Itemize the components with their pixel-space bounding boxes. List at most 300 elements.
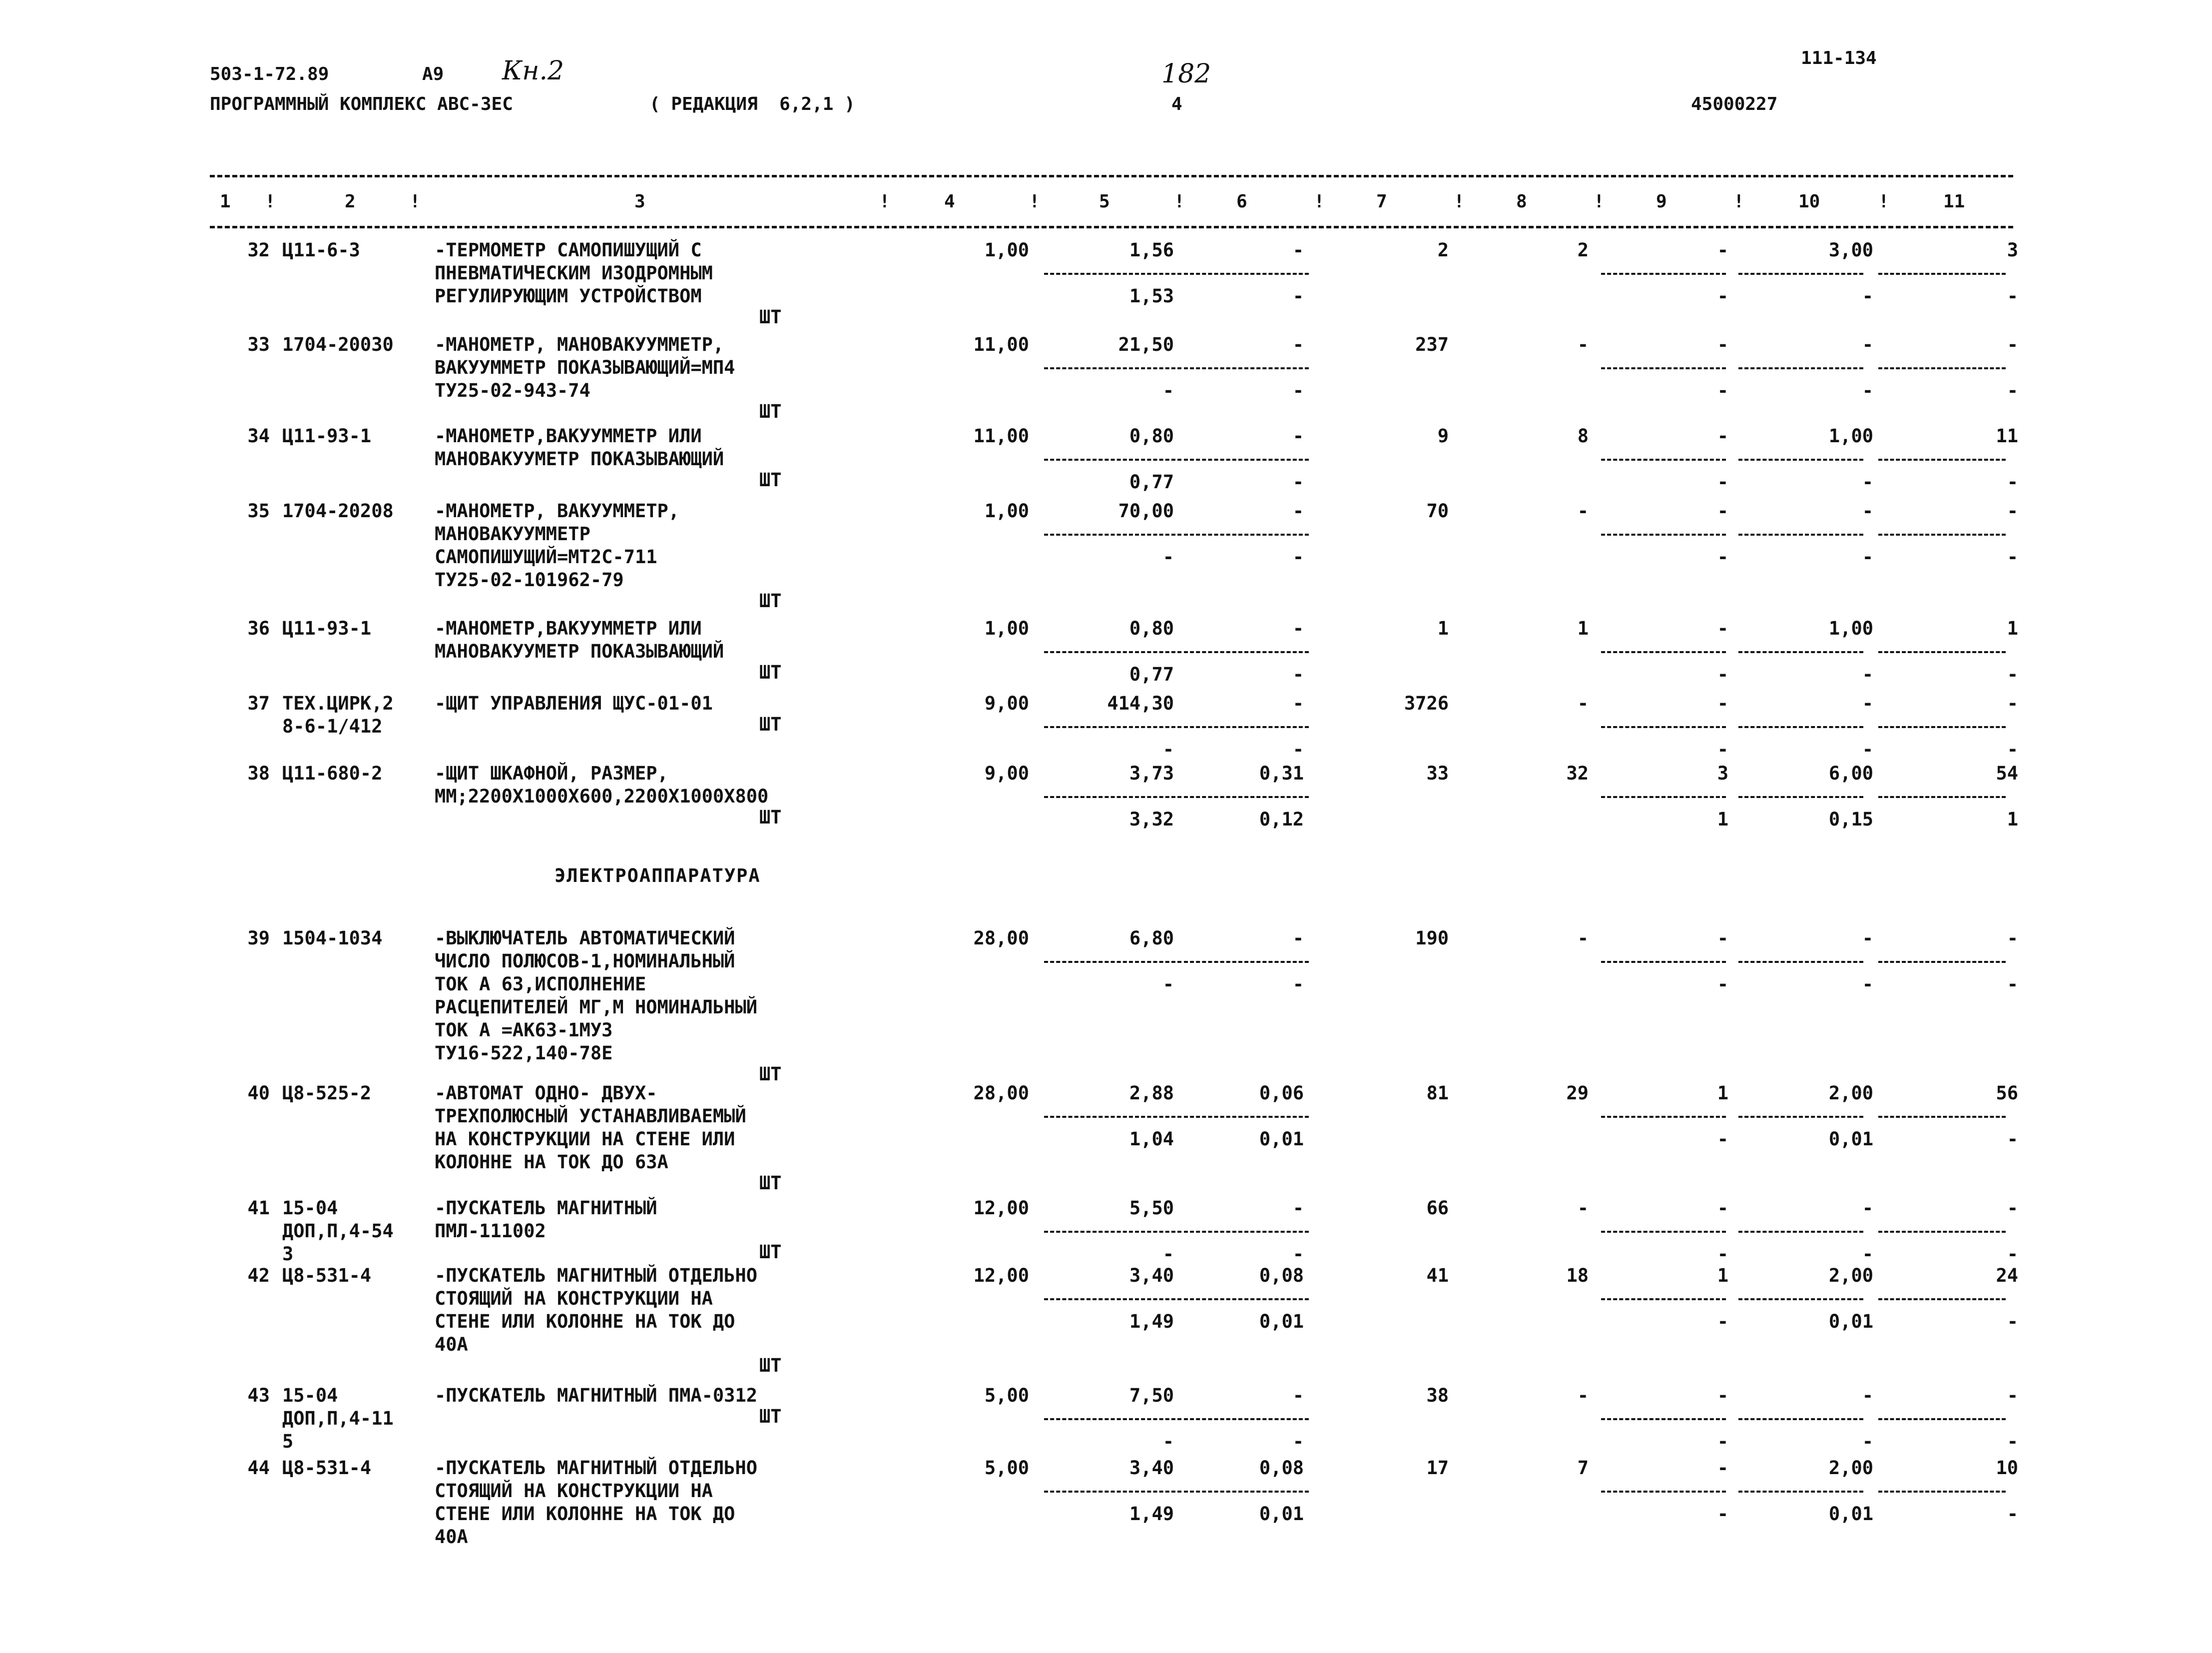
cell-c6-secondary: 0,12 xyxy=(1259,809,1304,830)
cell-c11-secondary: - xyxy=(2007,380,2018,401)
cell-c5-secondary: 3,32 xyxy=(1129,809,1174,830)
cell-c9-secondary: - xyxy=(1717,973,1728,995)
unit-label: ШТ xyxy=(759,714,782,735)
value-divider xyxy=(1044,796,1181,798)
row-description: СТЕНЕ ИЛИ КОЛОННЕ НА ТОК ДО xyxy=(435,1311,735,1332)
cell-c6: 0,08 xyxy=(1259,1457,1304,1479)
cell-c6-secondary: - xyxy=(1292,1431,1304,1452)
row-description: -ЩИТ ШКАФНОЙ, РАЗМЕР, xyxy=(435,763,668,784)
cell-c7: 17 xyxy=(1426,1457,1449,1479)
unit-label: ШТ xyxy=(759,1241,782,1263)
value-divider xyxy=(1601,1491,1726,1493)
cell-c5-secondary: - xyxy=(1162,380,1174,401)
page-number-handwritten: 182 xyxy=(1161,59,1211,89)
column-separator: ! xyxy=(1594,191,1605,212)
row-number: 35 xyxy=(247,500,270,522)
row-number: 42 xyxy=(247,1265,270,1286)
value-divider xyxy=(1878,367,2006,369)
row-description: 40А xyxy=(435,1334,468,1355)
cell-c10: 3,00 xyxy=(1828,239,1873,261)
cell-c9: - xyxy=(1717,500,1728,522)
cell-c5: 7,50 xyxy=(1129,1385,1174,1406)
value-divider xyxy=(1184,1116,1309,1118)
value-divider xyxy=(1878,651,2006,653)
column-header-9: 9 xyxy=(1656,191,1667,212)
row-code: 3 xyxy=(282,1243,294,1265)
sheet-code: 111-134 xyxy=(1801,48,1877,68)
cell-c11: 56 xyxy=(1996,1082,2018,1104)
value-divider xyxy=(1738,961,1863,963)
cell-c5-secondary: 1,04 xyxy=(1129,1128,1174,1150)
row-description: НА КОНСТРУКЦИИ НА СТЕНЕ ИЛИ xyxy=(435,1128,735,1150)
cell-c5: 0,80 xyxy=(1129,425,1174,447)
cell-c6: - xyxy=(1292,1197,1304,1219)
value-divider xyxy=(1601,367,1726,369)
column-header-8: 8 xyxy=(1516,191,1527,212)
cell-c6: - xyxy=(1292,239,1304,261)
row-description: 40А xyxy=(435,1526,468,1548)
row-code: Ц11-93-1 xyxy=(282,425,372,447)
value-divider xyxy=(1044,726,1181,728)
cell-c11: - xyxy=(2007,693,2018,714)
cell-c7: 1 xyxy=(1437,618,1449,639)
row-description: СТОЯЩИЙ НА КОНСТРУКЦИИ НА xyxy=(435,1480,713,1502)
edition: ( РЕДАКЦИЯ 6,2,1 ) xyxy=(649,94,855,114)
value-divider xyxy=(1738,1418,1863,1420)
cell-c8: 18 xyxy=(1566,1265,1589,1286)
cell-c5: 5,50 xyxy=(1129,1197,1174,1219)
value-divider xyxy=(1601,726,1726,728)
cell-c11: - xyxy=(2007,500,2018,522)
cell-c5: 3,40 xyxy=(1129,1457,1174,1479)
cell-c6: - xyxy=(1292,693,1304,714)
value-divider xyxy=(1044,459,1181,461)
value-divider xyxy=(1044,534,1181,536)
row-code: ДОП,П,4-11 xyxy=(282,1408,394,1429)
cell-c9-secondary: - xyxy=(1717,546,1728,568)
cell-c4: 12,00 xyxy=(973,1265,1029,1286)
column-separator: ! xyxy=(410,191,421,212)
cell-c8: - xyxy=(1577,1385,1589,1406)
row-code: Ц8-531-4 xyxy=(282,1457,372,1479)
cell-c11-secondary: - xyxy=(2007,285,2018,307)
cell-c4: 11,00 xyxy=(973,425,1029,447)
row-number: 43 xyxy=(247,1385,270,1406)
value-divider xyxy=(1601,273,1726,275)
cell-c5-secondary: 0,77 xyxy=(1129,471,1174,493)
row-description: РЕГУЛИРУЮЩИМ УСТРОЙСТВОМ xyxy=(435,285,702,307)
value-divider xyxy=(1044,273,1181,275)
cell-c10-secondary: - xyxy=(1862,1431,1873,1452)
value-divider xyxy=(1044,1231,1181,1233)
row-description: ТУ16-522,140-78Е xyxy=(435,1042,613,1064)
cell-c11: 10 xyxy=(1996,1457,2018,1479)
row-code: ТЕХ.ЦИРК,2 xyxy=(282,693,394,714)
value-divider xyxy=(1738,1116,1863,1118)
value-divider xyxy=(1878,459,2006,461)
row-description: ТОК А 63,ИСПОЛНЕНИЕ xyxy=(435,973,646,995)
cell-c6: - xyxy=(1292,334,1304,355)
value-divider xyxy=(1878,1491,2006,1493)
cell-c11-secondary: - xyxy=(2007,664,2018,685)
row-description: РАСЦЕПИТЕЛЕЙ МГ,М НОМИНАЛЬНЫЙ xyxy=(435,996,758,1018)
cell-c5: 6,80 xyxy=(1129,927,1174,949)
cell-c4: 12,00 xyxy=(973,1197,1029,1219)
row-description: ПМЛ-111002 xyxy=(435,1220,546,1242)
value-divider xyxy=(1044,1298,1181,1300)
cell-c10: - xyxy=(1862,500,1873,522)
row-description: -МАНОМЕТР, ВАКУУММЕТР, xyxy=(435,500,680,522)
unit-label: ШТ xyxy=(759,1406,782,1427)
cell-c6-secondary: 0,01 xyxy=(1259,1311,1304,1332)
column-header-7: 7 xyxy=(1376,191,1387,212)
cell-c9: - xyxy=(1717,927,1728,949)
cell-c8: - xyxy=(1577,1197,1589,1219)
value-divider xyxy=(1601,1116,1726,1118)
cell-c10-secondary: - xyxy=(1862,380,1873,401)
column-header-2: 2 xyxy=(345,191,356,212)
row-number: 44 xyxy=(247,1457,270,1479)
value-divider xyxy=(1601,651,1726,653)
cell-c11: - xyxy=(2007,1197,2018,1219)
cell-c4: 28,00 xyxy=(973,1082,1029,1104)
column-separator: ! xyxy=(265,191,276,212)
cell-c10-secondary: 0,15 xyxy=(1828,809,1873,830)
header-rule-bottom xyxy=(210,226,2013,228)
row-number: 33 xyxy=(247,334,270,355)
cell-c9-secondary: - xyxy=(1717,1128,1728,1150)
cell-c5-secondary: - xyxy=(1162,546,1174,568)
value-divider xyxy=(1184,459,1309,461)
cell-c10: 6,00 xyxy=(1828,763,1873,784)
unit-label: ШТ xyxy=(759,1063,782,1085)
cell-c10: - xyxy=(1862,693,1873,714)
row-description: -ВЫКЛЮЧАТЕЛЬ АВТОМАТИЧЕСКИЙ xyxy=(435,927,735,949)
cell-c8: - xyxy=(1577,693,1589,714)
column-header-10: 10 xyxy=(1798,191,1820,212)
cell-c6: - xyxy=(1292,927,1304,949)
cell-c6: - xyxy=(1292,618,1304,639)
cell-c10: - xyxy=(1862,927,1873,949)
row-code: Ц8-525-2 xyxy=(282,1082,372,1104)
cell-c9: - xyxy=(1717,425,1728,447)
value-divider xyxy=(1601,1418,1726,1420)
cell-c11: - xyxy=(2007,334,2018,355)
value-divider xyxy=(1044,1116,1181,1118)
value-divider xyxy=(1738,796,1863,798)
cell-c8: - xyxy=(1577,334,1589,355)
cell-c9: - xyxy=(1717,693,1728,714)
value-divider xyxy=(1878,273,2006,275)
value-divider xyxy=(1184,961,1309,963)
value-divider xyxy=(1601,961,1726,963)
cell-c9-secondary: - xyxy=(1717,471,1728,493)
column-separator: ! xyxy=(1029,191,1040,212)
value-divider xyxy=(1878,796,2006,798)
cell-c9: 3 xyxy=(1717,763,1728,784)
column-header-11: 11 xyxy=(1943,191,1965,212)
cell-c11-secondary: - xyxy=(2007,739,2018,760)
cell-c5-secondary: 1,49 xyxy=(1129,1503,1174,1525)
cell-c7: 9 xyxy=(1437,425,1449,447)
column-header-1: 1 xyxy=(220,191,231,212)
cell-c9-secondary: - xyxy=(1717,285,1728,307)
cell-c8: - xyxy=(1577,500,1589,522)
cell-c10-secondary: - xyxy=(1862,664,1873,685)
cell-c8: 8 xyxy=(1577,425,1589,447)
row-description: МАНОВАКУУМЕТР ПОКАЗЫВАЮЩИЙ xyxy=(435,641,724,662)
row-description: КОЛОННЕ НА ТОК ДО 63А xyxy=(435,1151,668,1173)
cell-c11-secondary: - xyxy=(2007,1431,2018,1452)
row-description: МАНОВАКУУММЕТР xyxy=(435,523,590,545)
cell-c5: 70,00 xyxy=(1118,500,1174,522)
cell-c6-secondary: - xyxy=(1292,471,1304,493)
cell-c5-secondary: 1,49 xyxy=(1129,1311,1174,1332)
cell-c4: 1,00 xyxy=(984,618,1029,639)
cell-c5-secondary: - xyxy=(1162,1431,1174,1452)
cell-c11-secondary: - xyxy=(2007,1503,2018,1525)
value-divider xyxy=(1184,534,1309,536)
value-divider xyxy=(1044,367,1181,369)
value-divider xyxy=(1878,1418,2006,1420)
cell-c11: 11 xyxy=(1996,425,2018,447)
doc-code: 503-1-72.89 xyxy=(210,64,329,84)
row-description: -ПУСКАТЕЛЬ МАГНИТНЫЙ ОТДЕЛЬНО xyxy=(435,1457,758,1479)
row-number: 39 xyxy=(247,927,270,949)
cell-c11-secondary: - xyxy=(2007,471,2018,493)
row-number: 38 xyxy=(247,763,270,784)
cell-c10: 2,00 xyxy=(1828,1457,1873,1479)
row-number: 32 xyxy=(247,239,270,261)
cell-c10-secondary: - xyxy=(1862,1243,1873,1265)
cell-c10-secondary: 0,01 xyxy=(1828,1503,1873,1525)
unit-label: ШТ xyxy=(759,469,782,491)
value-divider xyxy=(1184,1231,1309,1233)
cell-c9: - xyxy=(1717,1385,1728,1406)
row-description: СТОЯЩИЙ НА КОНСТРУКЦИИ НА xyxy=(435,1288,713,1309)
cell-c4: 1,00 xyxy=(984,239,1029,261)
cell-c6: - xyxy=(1292,500,1304,522)
row-description: -МАНОМЕТР,ВАКУУММЕТР ИЛИ xyxy=(435,425,702,447)
column-header-5: 5 xyxy=(1099,191,1110,212)
cell-c9-secondary: 1 xyxy=(1717,809,1728,830)
unit-label: ШТ xyxy=(759,401,782,422)
book-number-handwritten: Кн.2 xyxy=(502,56,564,86)
row-description: ТРЕХПОЛЮСНЫЙ УСТАНАВЛИВАЕМЫЙ xyxy=(435,1105,746,1127)
cell-c10: - xyxy=(1862,1385,1873,1406)
cell-c7: 2 xyxy=(1437,239,1449,261)
cell-c9-secondary: - xyxy=(1717,380,1728,401)
cell-c5-secondary: - xyxy=(1162,739,1174,760)
cell-c4: 28,00 xyxy=(973,927,1029,949)
unit-label: ШТ xyxy=(759,807,782,828)
value-divider xyxy=(1601,1298,1726,1300)
cell-c8: - xyxy=(1577,927,1589,949)
cell-c7: 33 xyxy=(1426,763,1449,784)
row-description: -ЩИТ УПРАВЛЕНИЯ ЩУС-01-01 xyxy=(435,693,713,714)
cell-c10-secondary: 0,01 xyxy=(1828,1128,1873,1150)
value-divider xyxy=(1044,1491,1181,1493)
row-description: ЧИСЛО ПОЛЮСОВ-1,НОМИНАЛЬНЫЙ xyxy=(435,950,735,972)
cell-c11-secondary: - xyxy=(2007,1243,2018,1265)
column-separator: ! xyxy=(1878,191,1889,212)
value-divider xyxy=(1878,534,2006,536)
cell-c9: - xyxy=(1717,1197,1728,1219)
cell-c8: 1 xyxy=(1577,618,1589,639)
row-description: ТОК А =АК63-1МУ3 xyxy=(435,1019,613,1041)
row-description: ММ;2200X1000X600,2200X1000X800 xyxy=(435,786,769,807)
cell-c10-secondary: - xyxy=(1862,285,1873,307)
cell-c11: - xyxy=(2007,1385,2018,1406)
cell-c7: 3726 xyxy=(1404,693,1449,714)
cell-c4: 9,00 xyxy=(984,763,1029,784)
row-number: 34 xyxy=(247,425,270,447)
value-divider xyxy=(1738,651,1863,653)
row-description: СТЕНЕ ИЛИ КОЛОННЕ НА ТОК ДО xyxy=(435,1503,735,1525)
cell-c11: 54 xyxy=(1996,763,2018,784)
value-divider xyxy=(1601,1231,1726,1233)
column-separator: ! xyxy=(1454,191,1465,212)
row-description: -МАНОМЕТР,ВАКУУММЕТР ИЛИ xyxy=(435,618,702,639)
cell-c6-secondary: 0,01 xyxy=(1259,1128,1304,1150)
cell-c7: 190 xyxy=(1415,927,1449,949)
cell-c9-secondary: - xyxy=(1717,1431,1728,1452)
section-title: ЭЛЕКТРОАППАРАТУРА xyxy=(554,865,761,886)
cell-c5: 0,80 xyxy=(1129,618,1174,639)
cell-c11: 1 xyxy=(2007,618,2018,639)
cell-c11-secondary: - xyxy=(2007,546,2018,568)
row-code: 15-04 xyxy=(282,1385,338,1406)
cell-c9-secondary: - xyxy=(1717,739,1728,760)
value-divider xyxy=(1601,796,1726,798)
column-header-3: 3 xyxy=(634,191,645,212)
cell-c11-secondary: - xyxy=(2007,973,2018,995)
row-code: 1704-20208 xyxy=(282,500,394,522)
cell-c10-secondary: - xyxy=(1862,471,1873,493)
row-description: ТУ25-02-943-74 xyxy=(435,380,590,401)
cell-c10: 1,00 xyxy=(1828,618,1873,639)
cell-c6-secondary: 0,01 xyxy=(1259,1503,1304,1525)
value-divider xyxy=(1184,1418,1309,1420)
cell-c4: 5,00 xyxy=(984,1385,1029,1406)
cell-c6-secondary: - xyxy=(1292,1243,1304,1265)
cell-c5-secondary: - xyxy=(1162,973,1174,995)
row-code: 5 xyxy=(282,1431,294,1452)
cell-c5-secondary: 0,77 xyxy=(1129,664,1174,685)
value-divider xyxy=(1738,367,1863,369)
cell-c10: 1,00 xyxy=(1828,425,1873,447)
row-description: -МАНОМЕТР, МАНОВАКУУММЕТР, xyxy=(435,334,724,355)
cell-c6: - xyxy=(1292,1385,1304,1406)
cell-c11-secondary: 1 xyxy=(2007,809,2018,830)
cell-c6: 0,08 xyxy=(1259,1265,1304,1286)
cell-c10-secondary: - xyxy=(1862,739,1873,760)
row-description: МАНОВАКУУМЕТР ПОКАЗЫВАЮЩИЙ xyxy=(435,448,724,470)
cell-c6-secondary: - xyxy=(1292,380,1304,401)
row-number: 40 xyxy=(247,1082,270,1104)
row-description: САМОПИШУЩИЙ=МТ2С-711 xyxy=(435,546,657,568)
cell-c7: 237 xyxy=(1415,334,1449,355)
value-divider xyxy=(1044,961,1181,963)
row-code: 1704-20030 xyxy=(282,334,394,355)
program-title: ПРОГРАММНЫЙ КОМПЛЕКС АВС-3ЕС xyxy=(210,94,513,114)
row-description: -ПУСКАТЕЛЬ МАГНИТНЫЙ ПМА-0312 xyxy=(435,1385,758,1406)
cell-c7: 81 xyxy=(1426,1082,1449,1104)
cell-c5: 3,73 xyxy=(1129,763,1174,784)
cell-c7: 41 xyxy=(1426,1265,1449,1286)
cell-c5-secondary: 1,53 xyxy=(1129,285,1174,307)
cell-c11: 3 xyxy=(2007,239,2018,261)
value-divider xyxy=(1184,726,1309,728)
row-code: Ц8-531-4 xyxy=(282,1265,372,1286)
cell-c10-secondary: - xyxy=(1862,973,1873,995)
cell-c7: 38 xyxy=(1426,1385,1449,1406)
value-divider xyxy=(1184,1298,1309,1300)
cell-c9: - xyxy=(1717,618,1728,639)
column-separator: ! xyxy=(1174,191,1185,212)
cell-c11-secondary: - xyxy=(2007,1311,2018,1332)
unit-label: ШТ xyxy=(759,1355,782,1376)
row-description: -АВТОМАТ ОДНО- ДВУХ- xyxy=(435,1082,657,1104)
column-separator: ! xyxy=(1733,191,1744,212)
value-divider xyxy=(1184,651,1309,653)
row-code: 15-04 xyxy=(282,1197,338,1219)
value-divider xyxy=(1044,1418,1181,1420)
row-number: 37 xyxy=(247,693,270,714)
cell-c9: 1 xyxy=(1717,1082,1728,1104)
value-divider xyxy=(1878,1231,2006,1233)
id-number: 45000227 xyxy=(1691,94,1778,114)
row-code: Ц11-6-3 xyxy=(282,239,360,261)
cell-c5: 2,88 xyxy=(1129,1082,1174,1104)
row-description: ВАКУУММЕТР ПОКАЗЫВАЮЩИЙ=МП4 xyxy=(435,357,735,378)
cell-c11: - xyxy=(2007,927,2018,949)
cell-c9: - xyxy=(1717,334,1728,355)
value-divider xyxy=(1738,534,1863,536)
cell-c5: 1,56 xyxy=(1129,239,1174,261)
row-code: 8-6-1/412 xyxy=(282,716,383,737)
column-header-6: 6 xyxy=(1236,191,1247,212)
row-code: ДОП,П,4-54 xyxy=(282,1220,394,1242)
cell-c5: 414,30 xyxy=(1107,693,1174,714)
unit-label: ШТ xyxy=(759,590,782,612)
cell-c8: 29 xyxy=(1566,1082,1589,1104)
cell-c8: 7 xyxy=(1577,1457,1589,1479)
value-divider xyxy=(1738,1231,1863,1233)
row-code: 1504-1034 xyxy=(282,927,383,949)
value-divider xyxy=(1878,961,2006,963)
value-divider xyxy=(1738,726,1863,728)
row-code: Ц11-93-1 xyxy=(282,618,372,639)
row-description: -ПУСКАТЕЛЬ МАГНИТНЫЙ xyxy=(435,1197,657,1219)
cell-c7: 66 xyxy=(1426,1197,1449,1219)
page-no: 4 xyxy=(1171,94,1182,114)
cell-c8: 2 xyxy=(1577,239,1589,261)
column-separator: ! xyxy=(1314,191,1325,212)
cell-c11-secondary: - xyxy=(2007,1128,2018,1150)
row-number: 41 xyxy=(247,1197,270,1219)
cell-c9: - xyxy=(1717,239,1728,261)
value-divider xyxy=(1184,796,1309,798)
cell-c4: 11,00 xyxy=(973,334,1029,355)
unit-label: ШТ xyxy=(759,662,782,683)
cell-c10: 2,00 xyxy=(1828,1082,1873,1104)
cell-c10: - xyxy=(1862,334,1873,355)
value-divider xyxy=(1738,1298,1863,1300)
value-divider xyxy=(1878,1116,2006,1118)
row-description: ТУ25-02-101962-79 xyxy=(435,569,624,591)
column-separator: ! xyxy=(879,191,890,212)
